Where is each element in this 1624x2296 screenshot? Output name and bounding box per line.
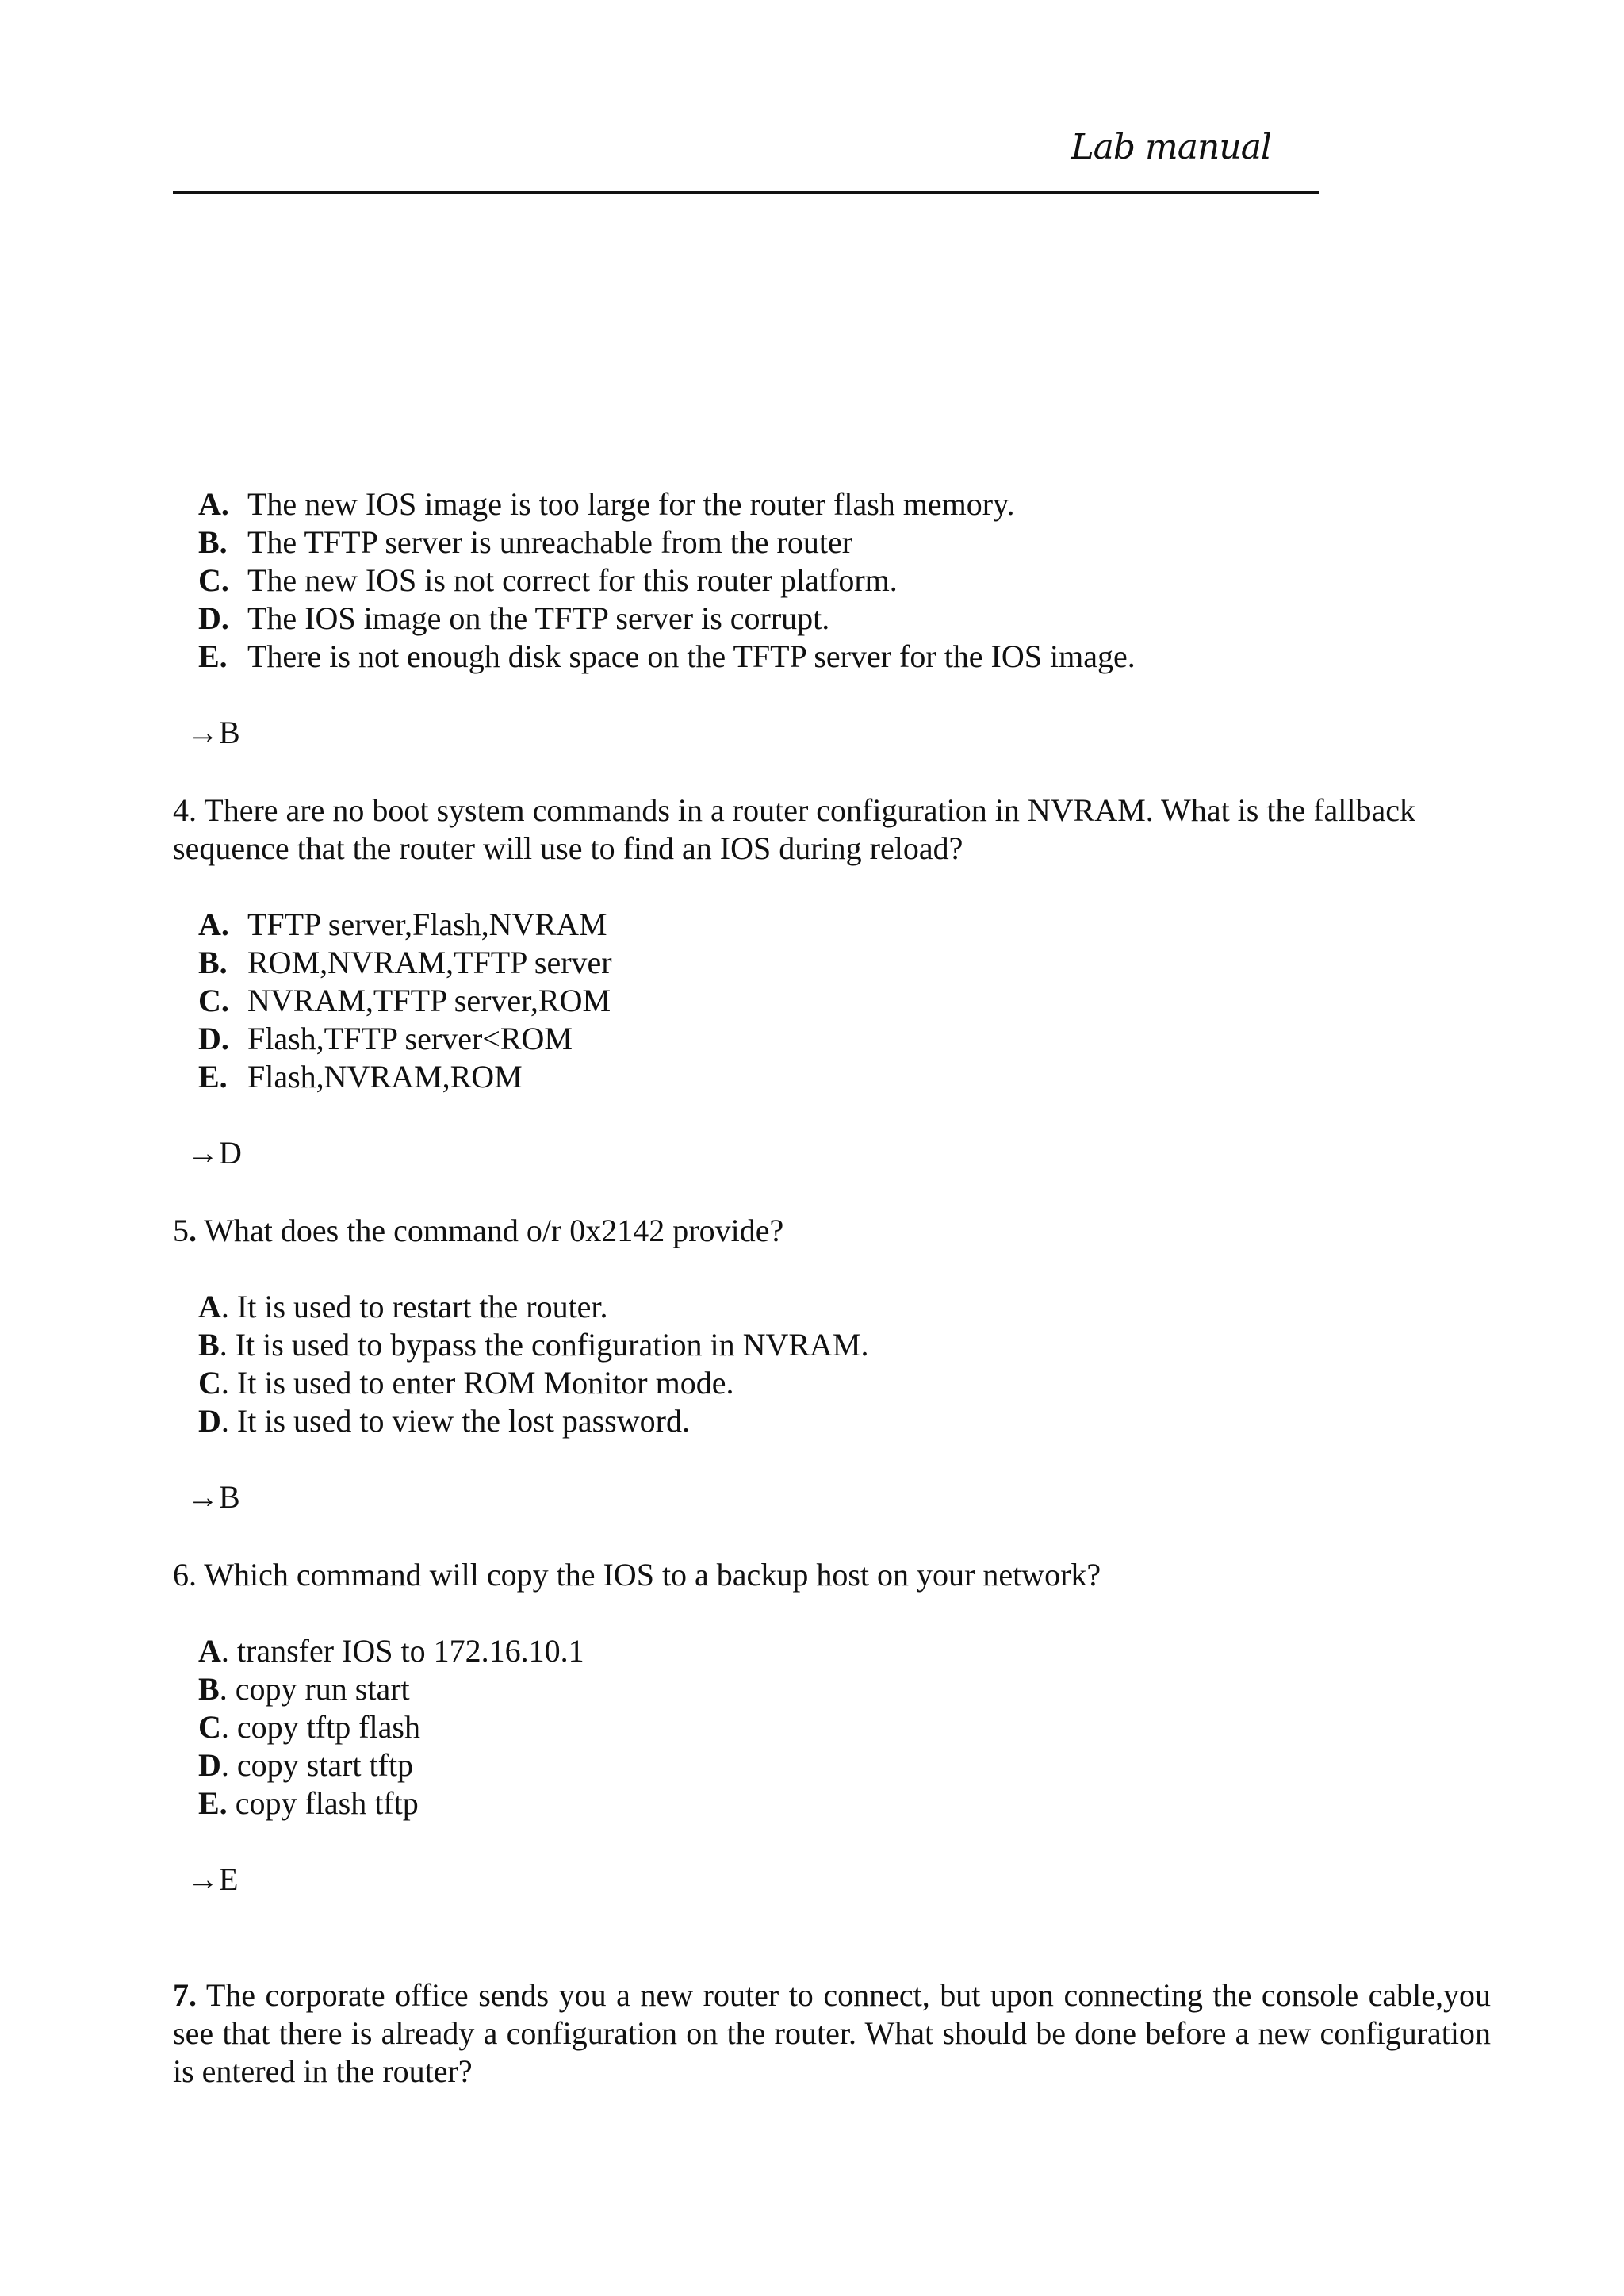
option-text: . copy tftp flash [220,1709,420,1745]
option-letter: A [198,1633,221,1669]
option-letter: D. [198,1021,229,1056]
q4-option-e [198,1058,1491,1096]
q4-answer [187,1134,1491,1172]
q5-option-list [198,1288,1491,1440]
option-letter: C [198,1709,221,1745]
option-letter: D [198,1403,221,1439]
question-number: 6. [173,1557,197,1593]
option-letter: B [198,1671,220,1707]
question-text: Which command will copy the IOS to a backup host on your network? [204,1557,1101,1593]
q6-option-d [198,1746,1491,1784]
question-text: There are no boot system commands in a router configuration in NVRAM. What is the fallback sequence that the router will use to find an IOS during reload? [173,792,1416,866]
option-text: . It is used to view the lost password. [220,1403,690,1439]
option-text: . copy start tftp [220,1747,414,1783]
option-letter: E. [198,1059,228,1094]
option-letter: C. [198,983,229,1018]
question-number-dot: . [189,1213,197,1248]
q5-option-c [198,1364,1491,1402]
option-letter: C [198,1365,221,1401]
option-text: The IOS image on the TFTP server is corrupt. [247,600,830,636]
page-body [173,485,1491,2091]
header-title: Lab manual [1071,127,1271,167]
option-letter: B. [198,945,228,980]
arrow-icon: → [187,1479,219,1515]
option-letter: E. [198,638,228,674]
option-text: Flash,NVRAM,ROM [247,1059,523,1094]
option-text: NVRAM,TFTP server,ROM [247,983,611,1018]
q6-option-list [198,1632,1491,1823]
option-text: . It is used to restart the router. [220,1289,608,1324]
q5-option-a [198,1288,1491,1326]
answer-letter: D [219,1135,242,1171]
option-text: TFTP server,Flash,NVRAM [247,907,607,942]
option-letter: B. [198,524,228,560]
arrow-icon: → [187,715,219,750]
q3-answer [187,714,1491,752]
option-letter: E. [198,1785,228,1821]
q3-option-d [198,600,1491,638]
q3-option-e [198,638,1491,676]
q5-answer [187,1478,1491,1516]
q5-option-b [198,1326,1491,1364]
q3-option-c [198,562,1491,600]
question-number: 5 [173,1213,189,1248]
option-text: . It is used to bypass the configuration in NVRAM. [219,1327,869,1363]
option-letter: A. [198,907,229,942]
option-text: . copy run start [219,1671,410,1707]
q4-option-d [198,1020,1491,1058]
option-text: The new IOS is not correct for this router platform. [247,562,898,598]
option-text: The new IOS image is too large for the router flash memory. [247,486,1015,522]
question-text: The corporate office sends you a new router to connect, but upon connecting the console cable,you see that there is already a configuration on the router. What should be done before a new configuration is entered in the router? [173,1977,1491,2089]
q7-question [173,1976,1491,2091]
q3-option-b [198,523,1491,562]
answer-letter: E [219,1861,239,1897]
q4-question [173,792,1491,868]
q5-question [173,1212,1491,1250]
q4-option-list [198,906,1491,1096]
q4-option-b [198,944,1491,982]
option-text: . It is used to enter ROM Monitor mode. [220,1365,734,1401]
arrow-icon: → [187,1861,219,1897]
q5-option-d [198,1402,1491,1440]
option-letter: A [198,1289,221,1324]
arrow-icon: → [187,1135,219,1171]
q6-option-a [198,1632,1491,1670]
option-letter: C. [198,562,229,598]
q6-answer [187,1861,1491,1899]
option-letter: D. [198,600,229,636]
option-text: copy flash tftp [227,1785,419,1821]
question-number: 7. [173,1977,197,2013]
question-text: What does the command o/r 0x2142 provide? [204,1213,784,1248]
option-text: Flash,TFTP server<ROM [247,1021,573,1056]
q3-option-a [198,485,1491,523]
answer-letter: B [219,715,240,750]
option-letter: B [198,1327,220,1363]
q4-option-a [198,906,1491,944]
option-text: The TFTP server is unreachable from the router [247,524,853,560]
option-letter: A. [198,486,229,522]
answer-letter: B [219,1479,240,1515]
option-text: ROM,NVRAM,TFTP server [247,945,612,980]
q6-option-c [198,1708,1491,1746]
q6-option-b [198,1670,1491,1708]
option-text: There is not enough disk space on the TFTP server for the IOS image. [247,638,1136,674]
option-letter: D [198,1747,221,1783]
q6-option-e [198,1784,1491,1823]
q3-option-list [198,485,1491,676]
header-rule [173,191,1320,194]
q6-question [173,1556,1491,1594]
q4-option-c [198,982,1491,1020]
question-number: 4. [173,792,197,828]
option-text: . transfer IOS to 172.16.10.1 [220,1633,584,1669]
